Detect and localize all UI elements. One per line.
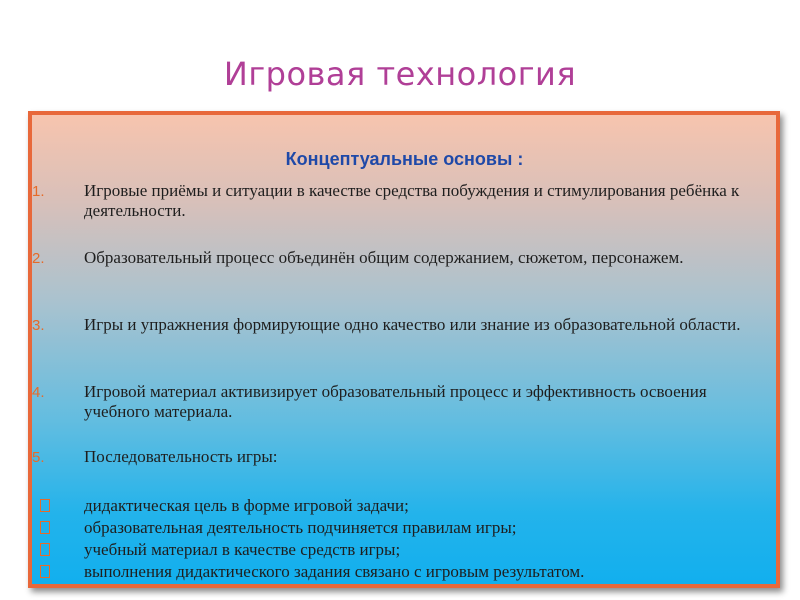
square-bullet-icon [40, 565, 50, 578]
item-text: Игры и упражнения формирующие одно качество или знание из образовательной области. [84, 315, 741, 334]
box-heading: Концептуальные основы : [285, 149, 524, 169]
square-bullet-icon [40, 521, 50, 534]
item-text: Образовательный процесс объединён общим содержанием, сюжетом, персонажем. [84, 248, 684, 267]
item-text: Игровой материал активизирует образовательный процесс и эффективность освоения учебного материала. [84, 382, 707, 421]
square-bullet-icon [40, 499, 50, 512]
item-text: учебный материал в качестве средств игры; [84, 540, 401, 559]
item-text: выполнения дидактического задания связано с игровым результатом. [84, 562, 585, 581]
item-text: Игровые приёмы и ситуации в качестве средства побуждения и стимулирования ребёнка к деятельности. [84, 181, 740, 220]
square-bullet-icon [40, 543, 50, 556]
item-number: 4. [32, 384, 45, 401]
item-text: образовательная деятельность подчиняется правилам игры; [84, 518, 517, 537]
item-number: 2. [32, 250, 45, 267]
item-text: Последовательность игры: [84, 447, 278, 466]
content-box [28, 111, 780, 588]
item-text: дидактическая цель в форме игровой задачи; [84, 496, 409, 515]
item-number: 5. [32, 449, 45, 466]
slide-title: Игровая технология [223, 55, 577, 93]
item-number: 1. [32, 183, 45, 200]
item-number: 3. [32, 317, 45, 334]
